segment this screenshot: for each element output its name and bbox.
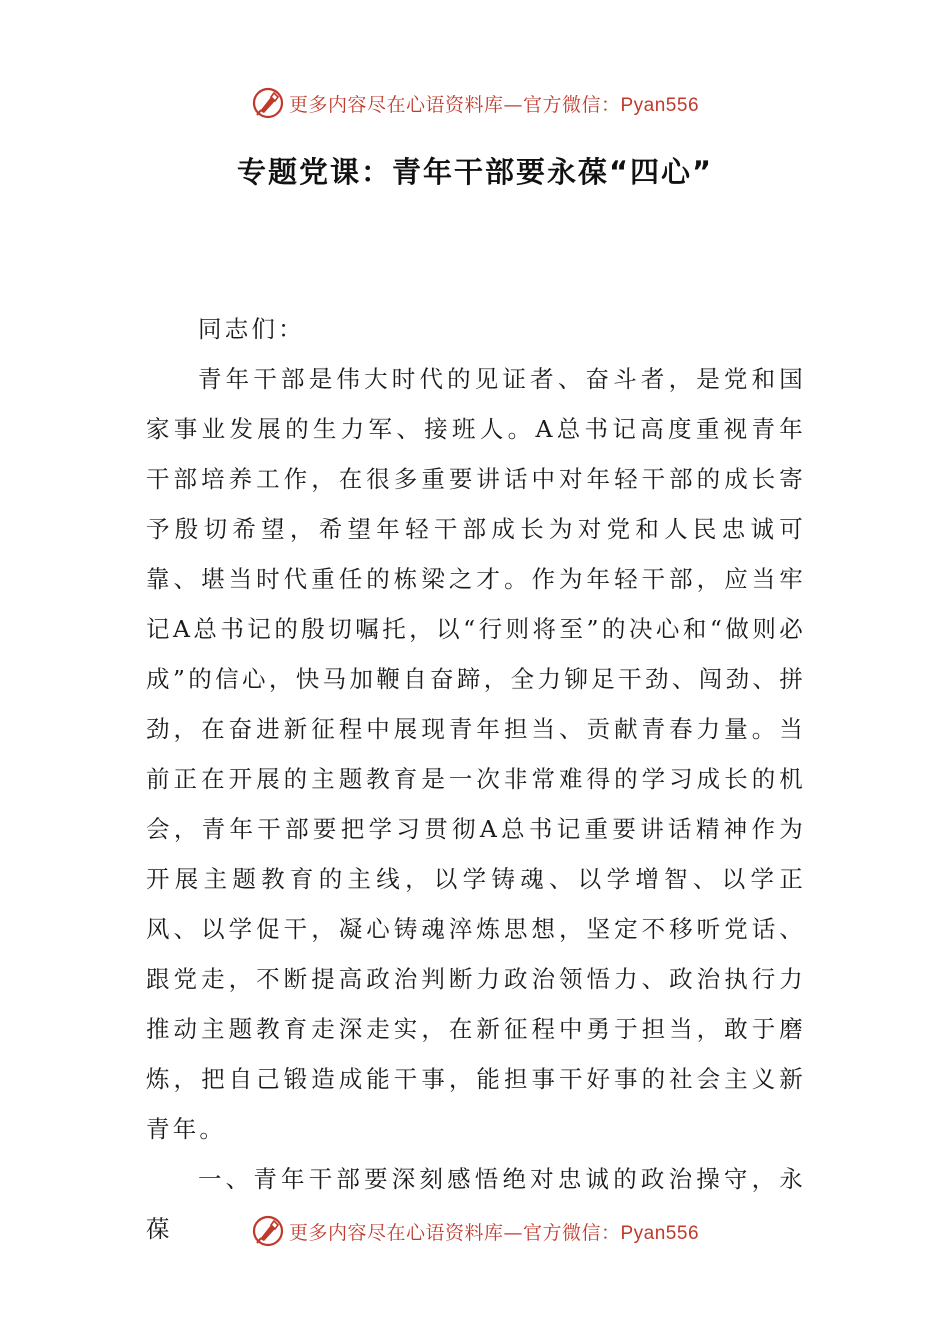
- pen-nib-logo-icon: [251, 86, 285, 120]
- section-heading: 一、青年干部要深刻感悟绝对忠诚的政治操守，永葆: [146, 1165, 806, 1243]
- watermark-text: 更多内容尽在心语资料库—官方微信：Pyan556: [288, 1221, 700, 1244]
- footer-watermark: [0, 1211, 950, 1251]
- document-body: [146, 304, 806, 1254]
- document-title: 专题党课：青年干部要永葆“四心”: [236, 155, 714, 189]
- header-watermark: [0, 83, 950, 123]
- wechat-id: Pyan556: [620, 1222, 700, 1244]
- paragraph: 青年干部是伟大时代的见证者、奋斗者，是党和国家事业发展的生力军、接班人。A总书记高度重视青年干部培养工作，在很多重要讲话中对年轻干部的成长寄予殷切希望，希望年轻干部成长为对党和人民忠诚可靠、堪当时代重任的栋梁之才。作为年轻干部，应当牢记A总书记的殷切嘱托，以“行则将至”的决心和“做则必成”的信心，快马加鞭自奋蹄，全力铆足干劲、闯劲、拼劲，在奋进新征程中展现青年担当、贡献青春力量。当前正在开展的主题教育是一次非常难得的学习成长的机会，青年干部要把学习贯彻A总书记重要讲话精神作为开展主题教育的主线，以学铸魂、以学增智、以学正风、以学促干，凝心铸魂淬炼思想，坚定不移听党话、跟党走，不断提高政治判断力政治领悟力、政治执行力推动主题教育走深走实，在新征程中勇于担当，敢于磨炼，把自己锻造成能干事，能担事干好事的社会主义新青年。: [146, 365, 806, 1143]
- salutation: 同志们：: [198, 315, 305, 343]
- pen-nib-logo-icon: [251, 1214, 285, 1248]
- wechat-id: Pyan556: [620, 94, 700, 116]
- watermark-text: 更多内容尽在心语资料库—官方微信：Pyan556: [288, 93, 700, 116]
